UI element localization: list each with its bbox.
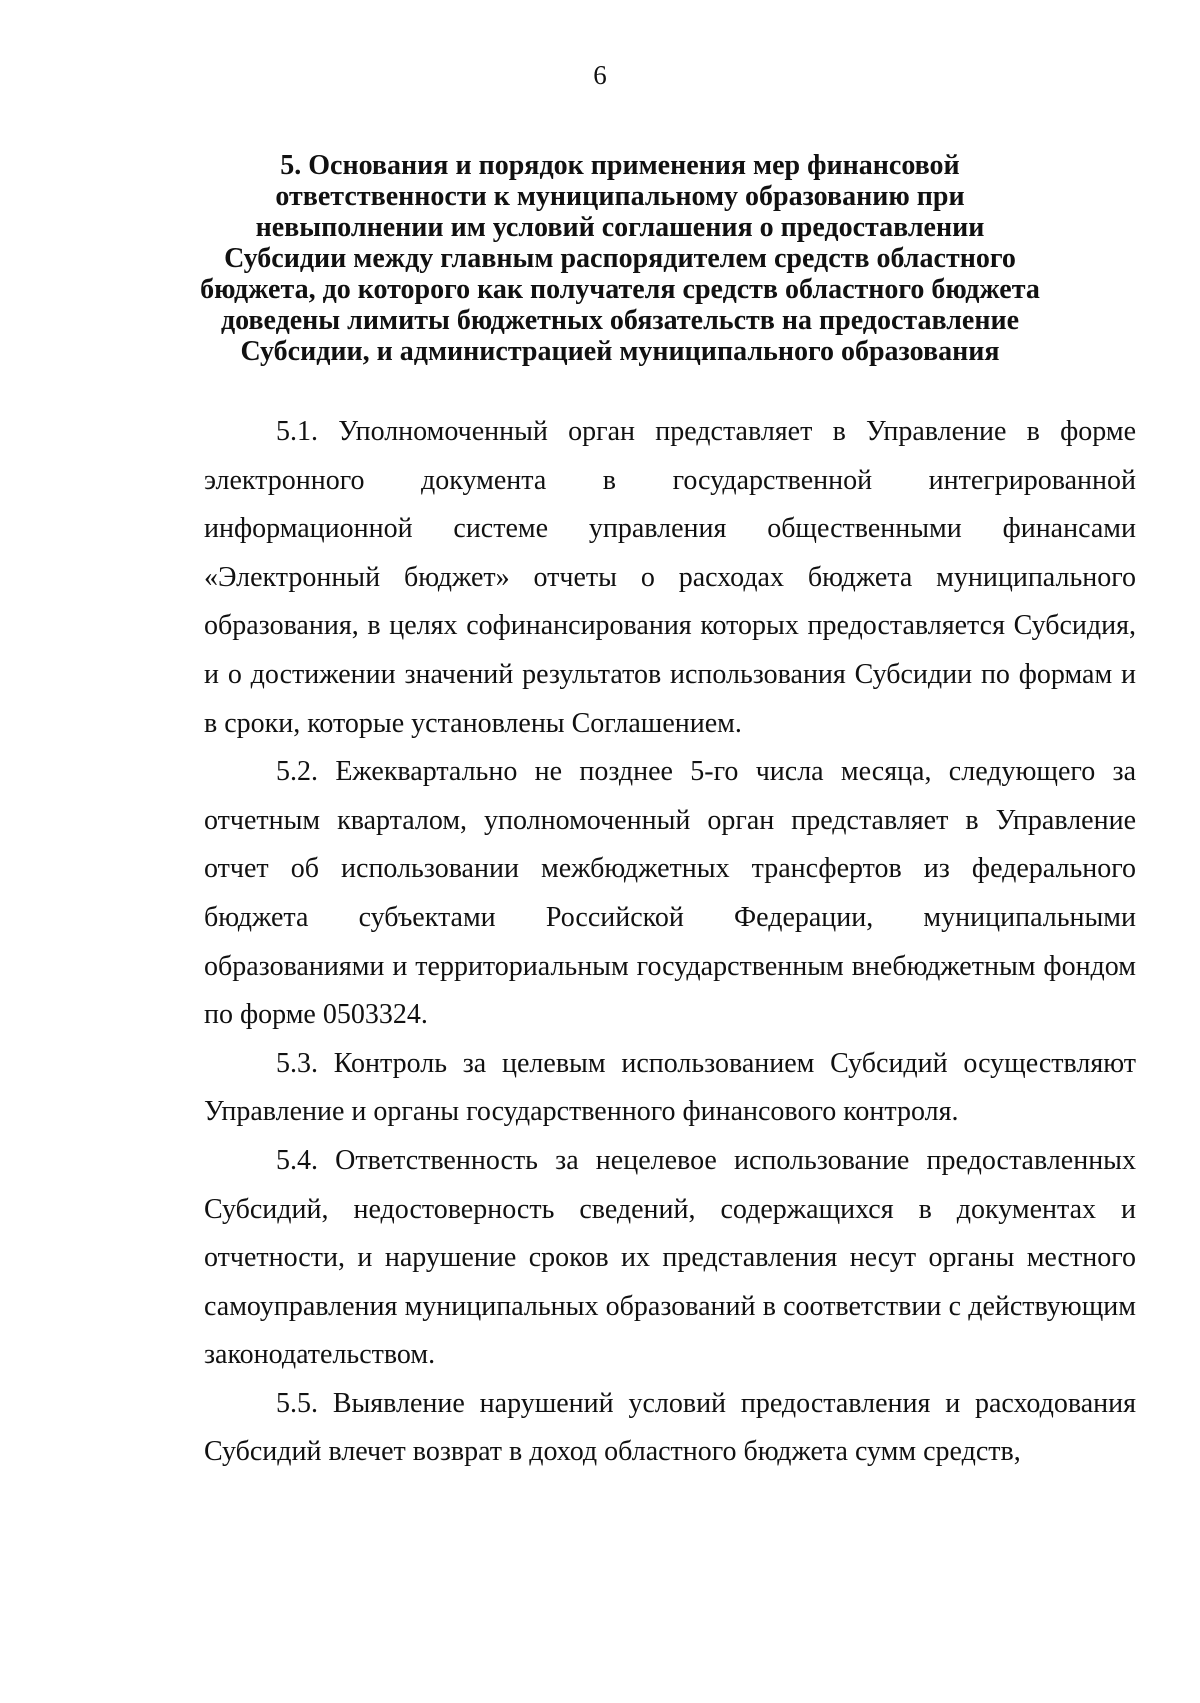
paragraph-5-3: 5.3. Контроль за целевым использованием Субсидий осуществляют Управление и органы государственного финансового контроля. (204, 1047, 1136, 1128)
paragraph-5-5: 5.5. Выявление нарушений условий предоставления и расходования Субсидий влечет возврат в доход областного бюджета сумм средств, (204, 1387, 1136, 1468)
paragraph-5-4: 5.4. Ответственность за нецелевое использование предоставленных Субсидий, недостоверность сведений, содержащихся в документах и отчетности, и нарушение сроков их представления несут органы местного самоуправления муниципальных образований в соответствии с действующим законодательством. (204, 1144, 1136, 1371)
section-heading: 5. Основания и порядок применения мер финансовой ответственности к муниципальному образованию при невыполнении им условий соглашения о предоставлении Субсидии между главным распорядителем средств областного бюджета, до которого как получателя средств областного бюджета доведены лимиты бюджетных обязательств на предоставление Субсидии, и администрацией муниципального образования (200, 150, 1040, 367)
paragraph-5-1: 5.1. Уполномоченный орган представляет в Управление в форме электронного документа в государственной интегрированной информационной системе управления общественными финансами «Электронный бюджет» отчеты о расходах бюджета муниципального образования, в целях софинансирования которых предоставляется Субсидия, и о достижении значений результатов использования Субсидии по формам и в сроки, которые установлены Соглашением. (204, 416, 1136, 739)
paragraph-5-2: 5.2. Ежеквартально не позднее 5-го числа месяца, следующего за отчетным кварталом, уполномоченный орган представляет в Управление отчет об использовании межбюджетных трансфертов из федерального бюджета субъектами Российской Федерации, муниципальными образованиями и территориальным государственным внебюджетным фондом по форме 0503324. (204, 756, 1136, 1031)
page-number: 6 (593, 60, 607, 90)
document-body (204, 408, 1136, 1477)
